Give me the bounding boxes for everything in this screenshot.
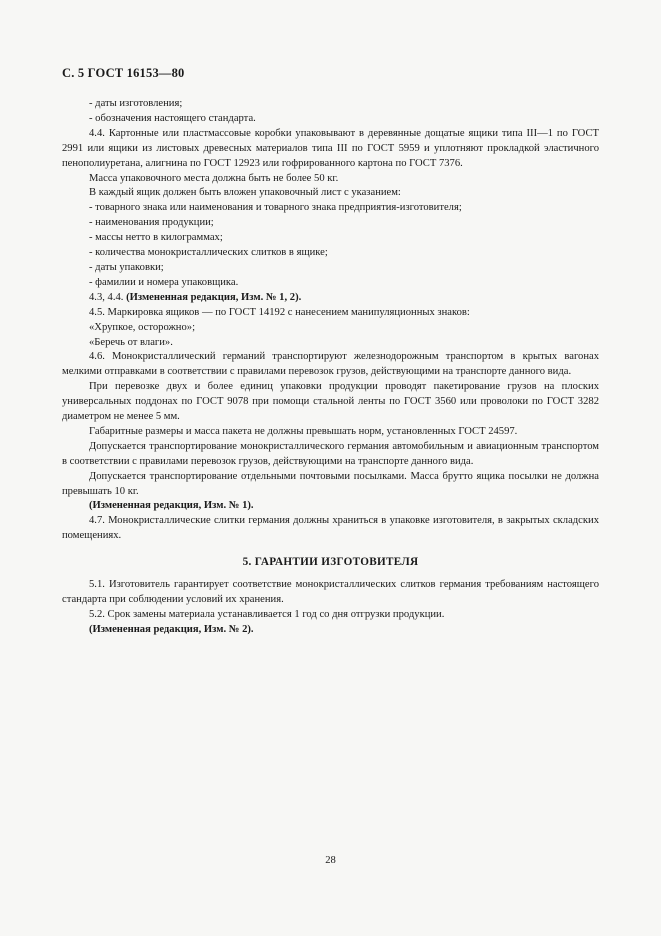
paragraph-text: - даты упаковки; — [89, 261, 164, 273]
section-title: 5. ГАРАНТИИ ИЗГОТОВИТЕЛЯ — [242, 556, 419, 569]
paragraph — [62, 425, 599, 440]
paragraph — [62, 216, 599, 231]
paragraph-text: Масса упаковочного места должна быть не более 50 кг. — [89, 172, 339, 184]
paragraph-text: - товарного знака или наименования и товарного знака предприятия-изготовителя; — [89, 202, 462, 214]
paragraph-text: 5.2. Срок замены материала устанавливается 1 год со дня отгрузки продукции. — [89, 608, 445, 620]
paragraph — [62, 470, 599, 500]
paragraph — [62, 514, 599, 544]
paragraph-text: - наименования продукции; — [89, 217, 214, 229]
paragraph-text: В каждый ящик должен быть вложен упаковочный лист с указанием: — [89, 187, 401, 199]
paragraph — [62, 499, 599, 514]
section-5 — [62, 578, 599, 638]
paragraph-text: «Хрупкое, осторожно»; — [89, 321, 196, 333]
paragraph-text: - количества монокристаллических слитков в ящике; — [89, 247, 328, 259]
paragraph — [62, 608, 599, 623]
section-4-continued — [62, 97, 599, 544]
paragraph-text: - обозначения настоящего стандарта. — [89, 112, 256, 124]
paragraph — [62, 127, 599, 172]
paragraph-text: 4.6. Монокристаллический германий транспортируют железнодорожным транспортом в крытых вагонах мелкими отправками в соответствии с правилами перевозок грузов, действующими на транспорте данного вида. — [62, 351, 599, 378]
paragraph — [62, 291, 599, 306]
paragraph — [62, 201, 599, 216]
paragraph — [62, 231, 599, 246]
paragraph-text: 4.7. Монокристаллические слитки германия должны храниться в упаковке изготовителя, в закрытых складских помещениях. — [62, 515, 599, 542]
paragraph-text: - даты изготовления; — [89, 98, 183, 109]
paragraph — [62, 172, 599, 187]
paragraph — [62, 623, 599, 638]
amendment-note: (Измененная редакция, Изм. № 1, 2). — [126, 291, 302, 303]
paragraph-text: Допускается транспортирование монокристаллического германия автомобильным и авиационным транспортом в соответствии с правилами перевозок грузов, действующими на транспорте данного вида. — [62, 440, 599, 467]
paragraph — [62, 276, 599, 291]
paragraph-text: - фамилии и номера упаковщика. — [89, 276, 239, 288]
paragraph-text: - массы нетто в килограммах; — [89, 232, 223, 244]
paragraph-text: 5.1. Изготовитель гарантирует соответствие монокристаллических слитков германия требованиям настоящего стандарта при соблюдении условий их хранения. — [62, 579, 599, 605]
paragraph — [62, 440, 599, 470]
document-body — [62, 97, 599, 638]
paragraph — [62, 246, 599, 261]
paragraph — [62, 306, 599, 321]
paragraph — [62, 112, 599, 127]
paragraph-text: (Измененная редакция, Изм. № 2). — [89, 623, 254, 635]
paragraph-text: «Беречь от влаги». — [89, 336, 173, 348]
page-number: 28 — [325, 855, 336, 866]
paragraph — [62, 321, 599, 336]
paragraph-text: Допускается транспортирование отдельными почтовыми посылками. Масса брутто ящика посылки не должна превышать 10 кг. — [62, 470, 599, 497]
paragraph-text: Габаритные размеры и масса пакета не должны превышать норм, установленных ГОСТ 24597. — [89, 425, 518, 437]
paragraph — [62, 350, 599, 380]
paragraph-text: (Измененная редакция, Изм. № 1). — [89, 500, 254, 512]
paragraph-text: 4.3, 4.4. — [89, 291, 124, 303]
paragraph-text: При перевозке двух и более единиц упаковки продукции проводят пакетирование грузов на плоских универсальных поддонах по ГОСТ 9078 при помощи стальной ленты по ГОСТ 3560 или проволоки по ГОСТ 3282 диаметром не менее 5 мм. — [62, 381, 599, 423]
paragraph-text: 4.5. Маркировка ящиков — по ГОСТ 14192 с нанесением манипуляционных знаков: — [89, 306, 470, 318]
paragraph — [62, 97, 599, 112]
paragraph — [62, 186, 599, 201]
paragraph — [62, 578, 599, 608]
paragraph — [62, 336, 599, 351]
paragraph — [62, 380, 599, 425]
paragraph-text: 4.4. Картонные или пластмассовые коробки упаковывают в деревянные дощатые ящики типа III—1 по ГОСТ 2991 или ящики из листовых древесных материалов типа III по ГОСТ 5959 и уплотняют прокладкой эластичного пенополиуретана, алигнина по ГОСТ 12923 или гофрированного картона по ГОСТ 7376. — [62, 127, 599, 169]
page-header: С. 5 ГОСТ 16153—80 — [62, 66, 185, 80]
paragraph — [62, 261, 599, 276]
